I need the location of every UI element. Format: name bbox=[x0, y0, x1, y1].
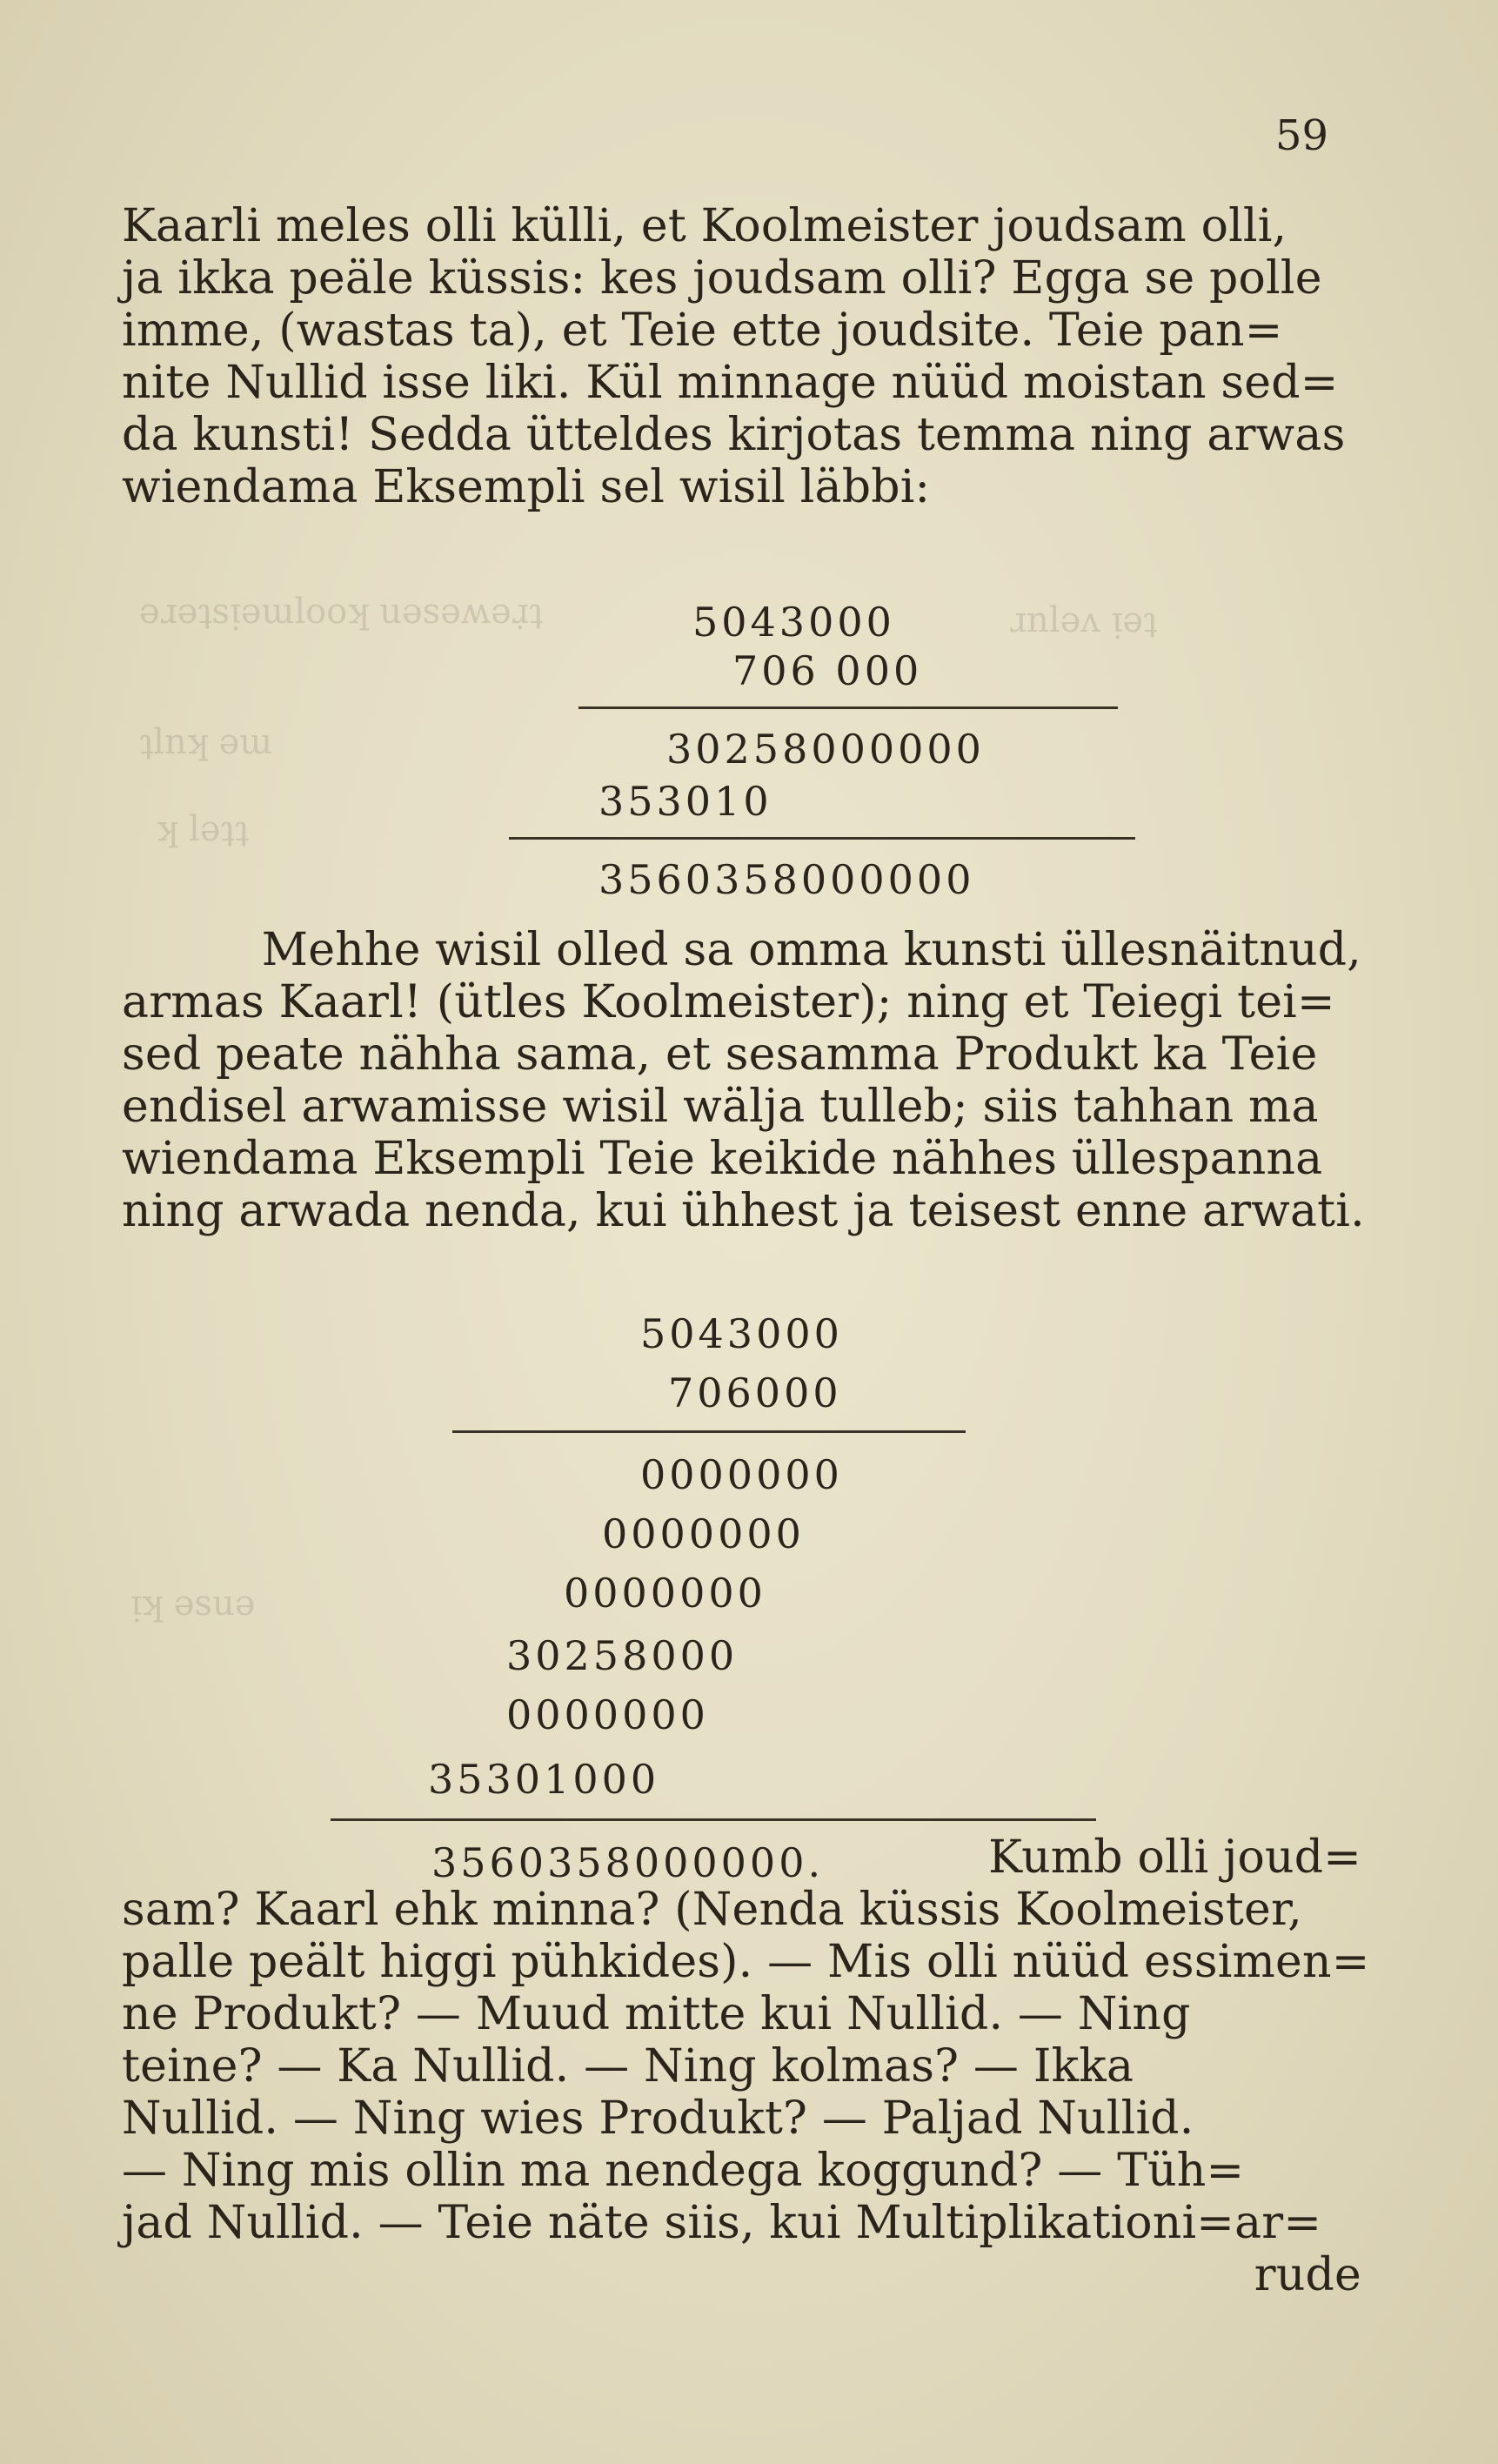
calc1-rule-1 bbox=[578, 706, 1118, 709]
text-line: ne Produkt? — Muud mitte kui Nullid. — Ning bbox=[122, 1988, 1191, 2040]
text-line: da kunsti! Sedda ütteldes kirjotas temma ning arwas bbox=[122, 409, 1346, 461]
text-line: Kaarli meles olli külli, et Koolmeister joudsam olli, bbox=[122, 200, 1287, 252]
catchword: rude bbox=[1254, 2249, 1361, 2301]
text-line: ja ikka peäle küssis: kes joudsam olli? Egga se polle bbox=[122, 252, 1322, 305]
calc2-partial: 30258000 bbox=[506, 1632, 739, 1679]
calc2-rule-1 bbox=[452, 1430, 966, 1433]
calc2-partial: 0000000 bbox=[564, 1570, 766, 1617]
calc2-multiplicand: 5043000 bbox=[640, 1310, 843, 1357]
text-line: Nullid. — Ning wies Produkt? — Paljad Nullid. bbox=[122, 2092, 1194, 2145]
text-line: wiendama Eksempli Teie keikide nähhes üllespanna bbox=[122, 1133, 1323, 1185]
paragraph-2 bbox=[122, 924, 1409, 1237]
text-line: Kumb olli joud= bbox=[988, 1831, 1361, 1884]
calc1-multiplicand: 5043000 bbox=[692, 599, 895, 646]
paragraph-3 bbox=[122, 1831, 1409, 2301]
calc2-rule-2 bbox=[331, 1818, 1096, 1821]
calc2-partial: 35301000 bbox=[428, 1756, 660, 1803]
text-line: jad Nullid. — Teie näte siis, kui Multiplikationi=ar= bbox=[122, 2197, 1322, 2249]
show-through-text: ɹnlǝʌ ᴉǝʇ bbox=[1009, 600, 1158, 640]
text-line: ning arwada nenda, kui ühhest ja teisest enne arwati. bbox=[122, 1185, 1365, 1237]
calc1-multiplier: 706 000 bbox=[732, 647, 923, 694]
text-line: wiendama Eksempli sel wisil läbbi: bbox=[122, 461, 931, 513]
text-line: nite Nullid isse liki. Kül minnage nüüd moistan sed= bbox=[122, 357, 1339, 409]
calc1-rule-2 bbox=[509, 837, 1135, 840]
text-line: palle peält higgi pühkides). — Mis olli nüüd essimen= bbox=[122, 1936, 1370, 1988]
text-line: sam? Kaarl ehk minna? (Nenda küssis Koolmeister, bbox=[122, 1884, 1303, 1936]
page-number: 59 bbox=[1275, 111, 1329, 160]
text-line: sed peate nähha sama, et sesamma Produkt ka Teie bbox=[122, 1028, 1318, 1081]
calc1-partial-1: 30258000000 bbox=[666, 726, 985, 773]
show-through-text: ᴉʞ ǝsuǝ bbox=[130, 1584, 256, 1624]
text-line: endisel arwamisse wisil wälja tulleb; siis tahhan ma bbox=[122, 1081, 1319, 1133]
text-line: armas Kaarl! (ütles Koolmeister); ning et Teiegi tei= bbox=[122, 976, 1335, 1028]
calc1-product: 3560358000000 bbox=[599, 856, 975, 903]
calc2-partial: 0000000 bbox=[506, 1691, 709, 1738]
show-through-text: ǝɹǝʇsᴉǝɯlooʞ uǝsǝʍǝɹ̣ʇ bbox=[139, 592, 543, 632]
text-line: — Ning mis ollin ma nendega koggund? — Tüh= bbox=[122, 2145, 1245, 2197]
show-through-text: ʇlnʞ ǝɯ bbox=[139, 722, 273, 762]
calc2-product: 3560358000000. bbox=[431, 1839, 825, 1886]
calc2-partial: 0000000 bbox=[602, 1510, 805, 1557]
text-line: Mehhe wisil olled sa omma kunsti üllesnäitnud, bbox=[261, 924, 1361, 976]
text-line: imme, (wastas ta), et Teie ette joudsite. Teie pan= bbox=[122, 305, 1283, 357]
calc2-multiplier: 706000 bbox=[668, 1369, 842, 1416]
calc1-partial-2: 353010 bbox=[599, 778, 772, 825]
calc2-partial: 0000000 bbox=[640, 1451, 843, 1498]
text-line: teine? — Ka Nullid. — Ning kolmas? — Ikka bbox=[122, 2040, 1134, 2092]
paragraph-1 bbox=[122, 200, 1409, 513]
show-through-text: ʞ lǝʇʇ bbox=[157, 809, 249, 849]
